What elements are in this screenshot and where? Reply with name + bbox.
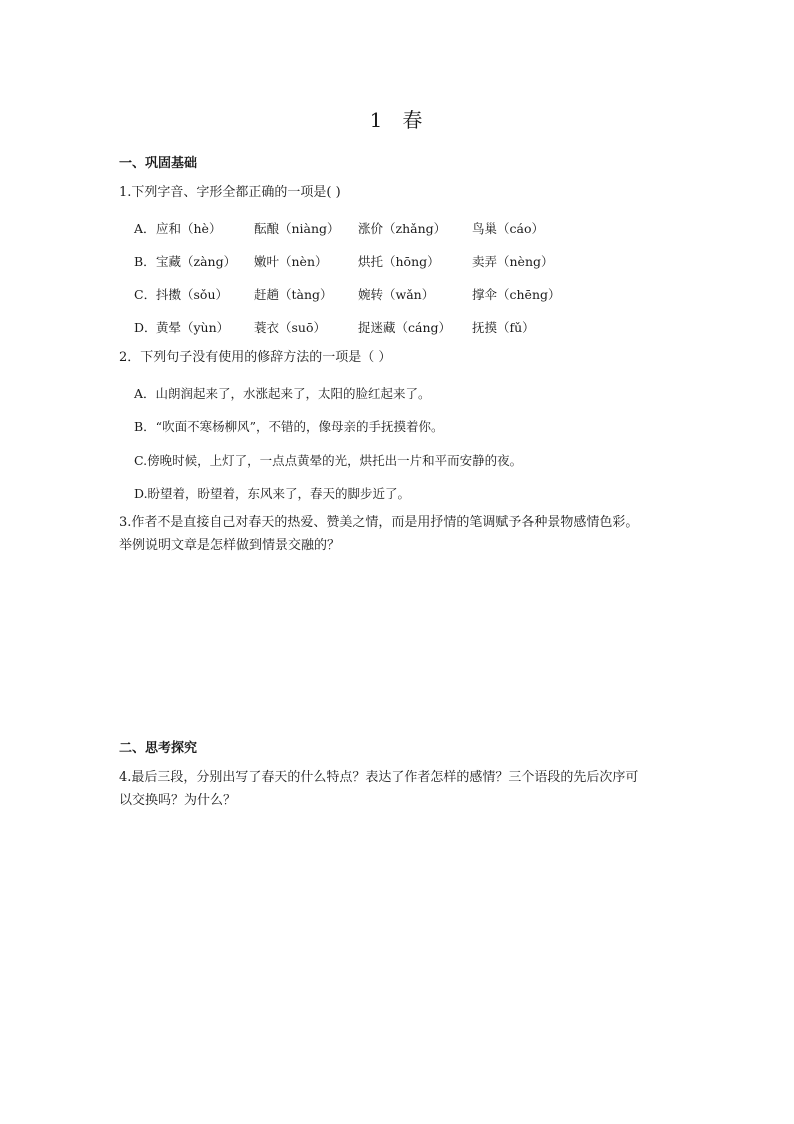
section-heading-thinking: 二、思考探究 (119, 741, 198, 756)
option-item: 涨价（zhǎng） (358, 221, 447, 236)
option-label: A． (134, 221, 156, 236)
option-item: 赶趟（tàng） (254, 287, 333, 302)
option-item: 酝酿（niàng） (254, 221, 340, 236)
option-item: 烘托（hōng） (358, 254, 440, 269)
option-item: 嫩叶（nèn） (254, 254, 328, 269)
option-label: B． (134, 254, 156, 269)
option-item: 蓑衣（suō） (254, 320, 326, 335)
q2-option-d: D.盼望着，盼望着，东风来了，春天的脚步近了。 (134, 486, 411, 501)
option-item: 应和（hè） (156, 221, 222, 236)
question-2-stem: 2．下列句子没有使用的修辞方法的一项是（ ） (119, 350, 392, 365)
option-item: 抚摸（fǔ） (472, 320, 535, 335)
question-3-line-2: 举例说明文章是怎样做到情景交融的？ (119, 538, 341, 553)
option-label: C． (134, 287, 157, 302)
question-4-line-1: 4.最后三段，分别出写了春天的什么特点？表达了作者怎样的感情？三个语段的先后次序可 (119, 770, 639, 785)
option-item: 黄晕（yùn） (156, 320, 230, 335)
section-heading-basics: 一、巩固基础 (119, 156, 198, 171)
option-item: 宝藏（zàng） (156, 254, 237, 269)
lesson-number: 1 (369, 108, 385, 132)
q2-option-a: A．山朗润起来了，水涨起来了，太阳的脸红起来了。 (134, 386, 431, 401)
question-4-line-2: 以交换吗？为什么？ (119, 793, 237, 808)
question-1-stem: 1.下列字音、字形全都正确的一项是( ) (119, 185, 341, 200)
option-item: 卖弄（nèng） (472, 254, 554, 269)
option-item: 婉转（wǎn） (358, 287, 435, 302)
option-item: 鸟巢（cáo） (472, 221, 544, 236)
lesson-title: 春 (402, 108, 425, 132)
option-item: 捉迷藏（cáng） (358, 320, 452, 335)
q2-option-b: B．“吹面不寒杨柳风”，不错的，像母亲的手抚摸着你。 (134, 419, 444, 434)
option-item: 抖擞（sǒu） (156, 287, 228, 302)
option-item: 撑伞（chēng） (472, 287, 561, 302)
page-title (0, 104, 794, 133)
option-label: D． (134, 320, 157, 335)
question-3-line-1: 3.作者不是直接自己对春天的热爱、赞美之情，而是用抒情的笔调赋予各种景物感情色彩。 (119, 515, 639, 530)
q2-option-c: C.傍晚时候，上灯了，一点点黄晕的光，烘托出一片和平而安静的夜。 (134, 453, 523, 468)
